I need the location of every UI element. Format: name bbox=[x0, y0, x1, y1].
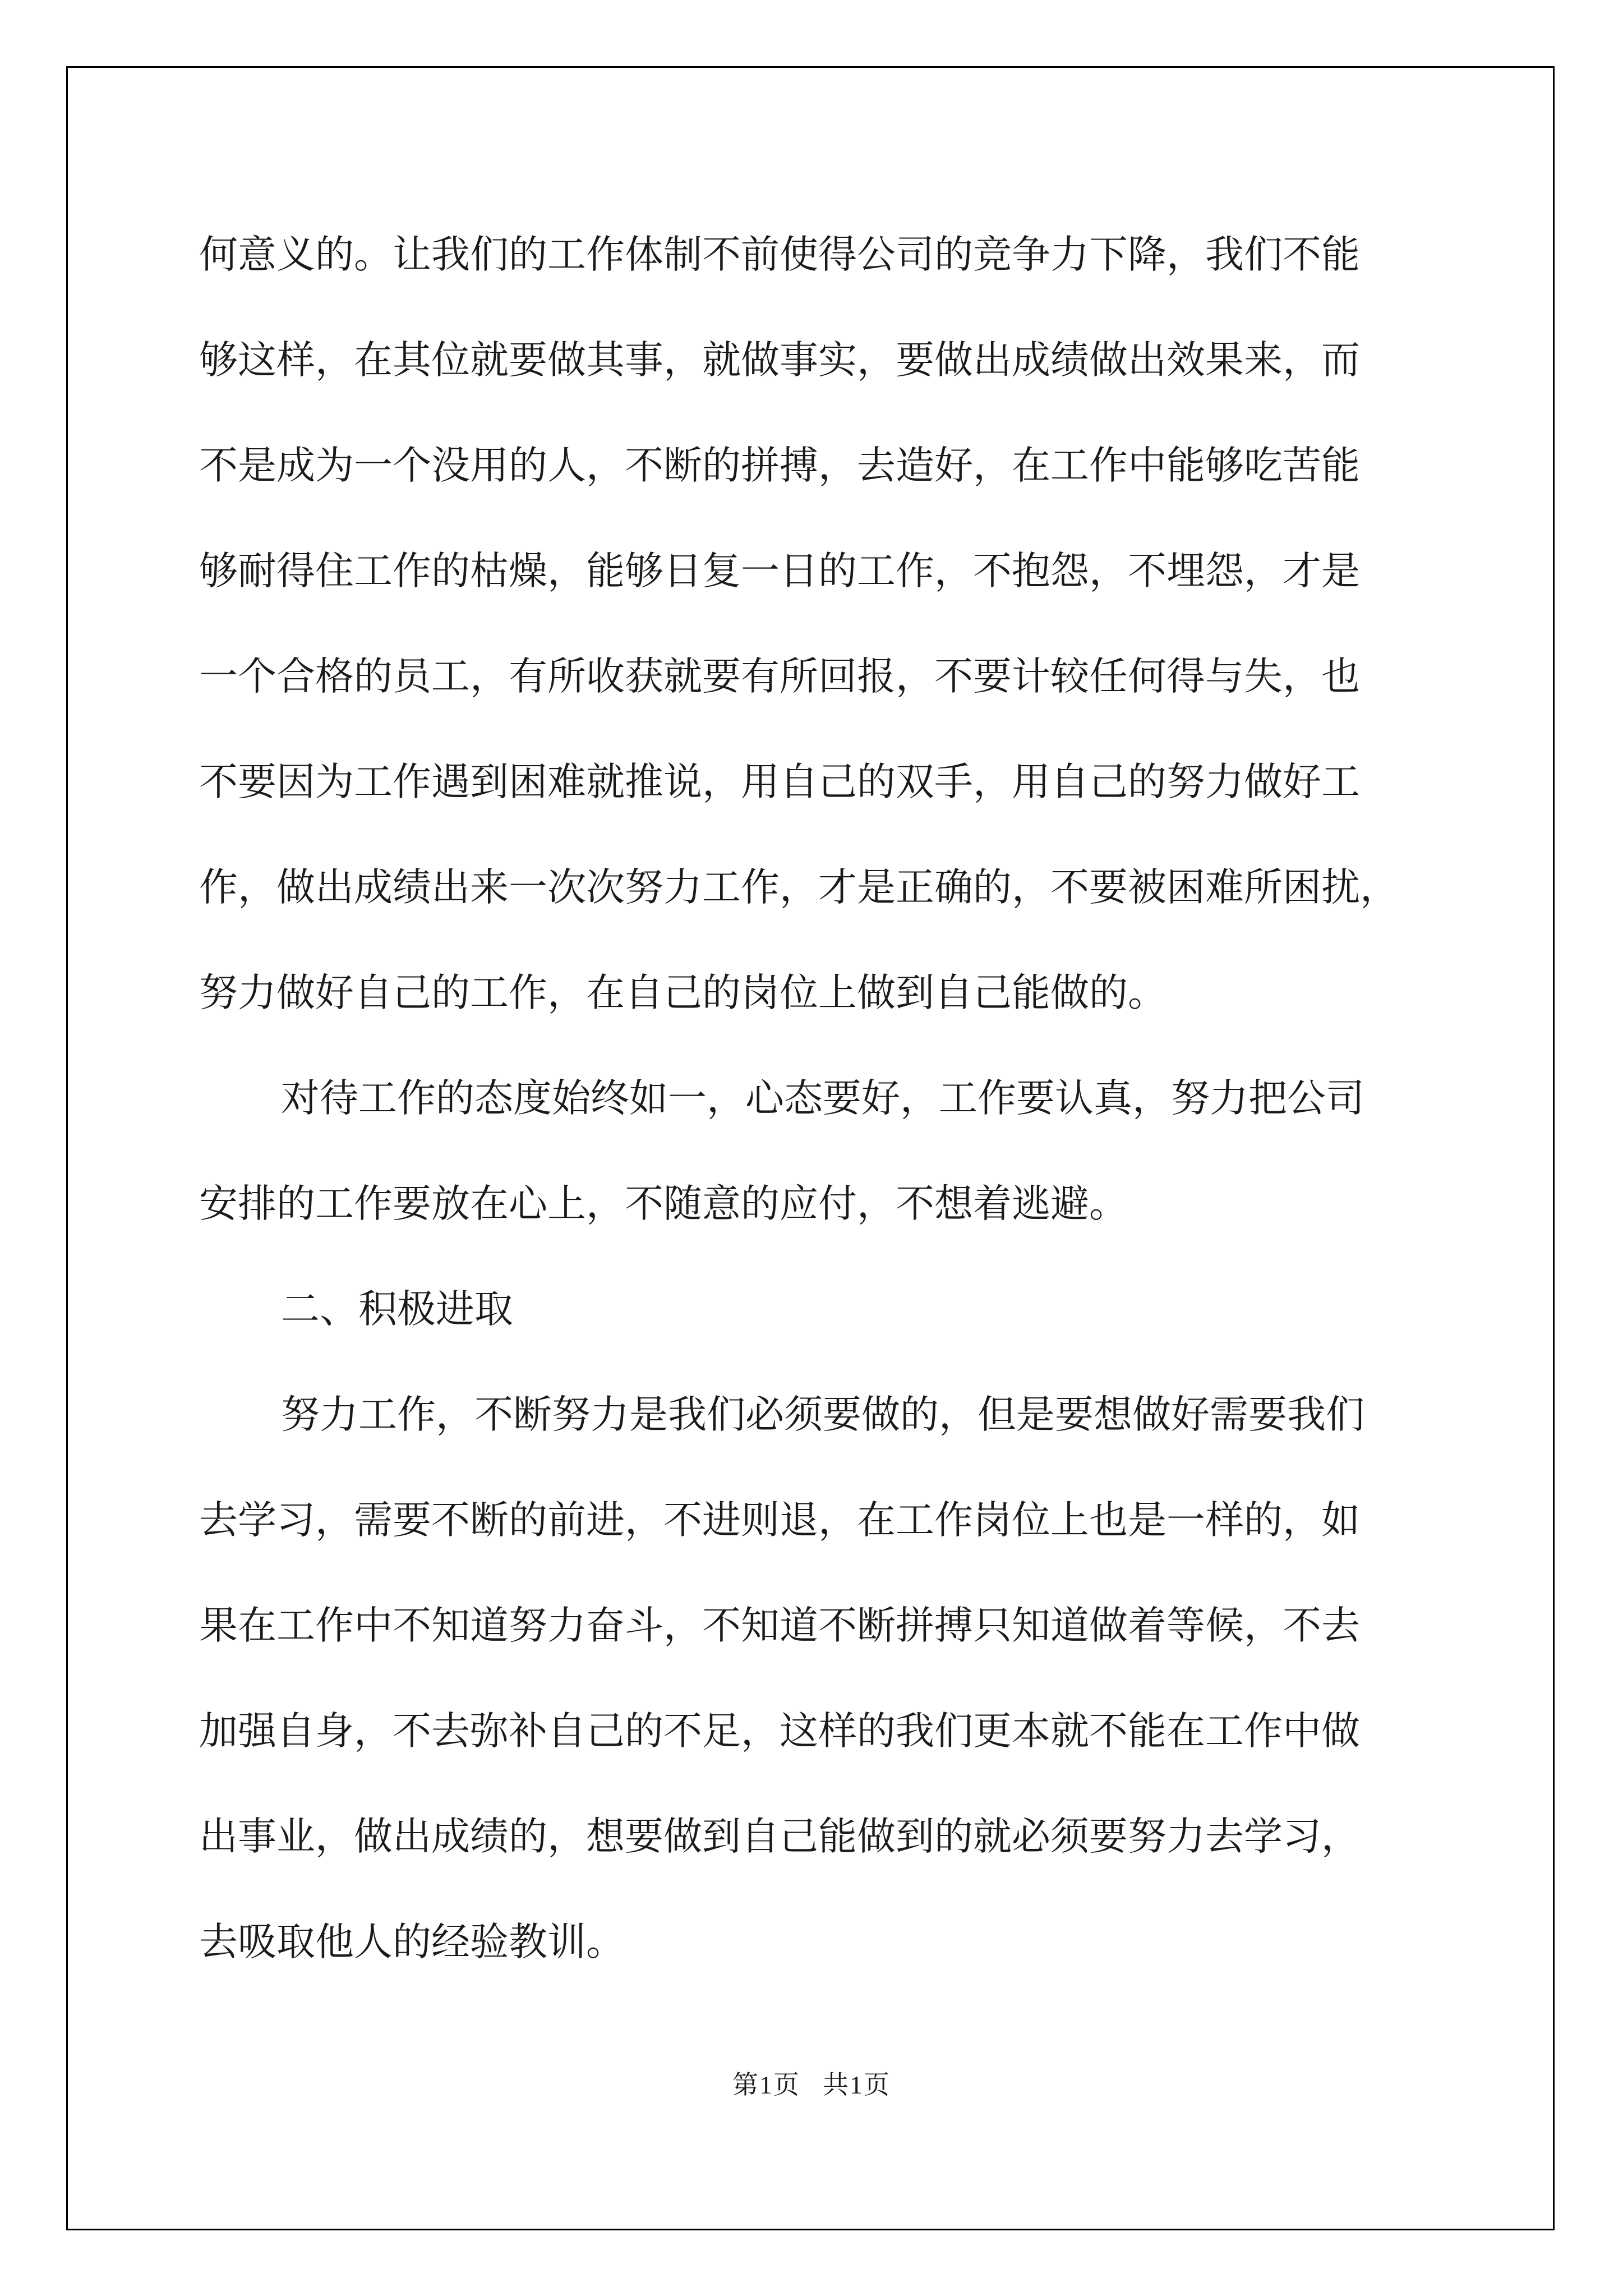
text-line: 果在工作中不知道努力奋斗，不知道不断拼搏只知道做着等候，不去 bbox=[199, 1603, 1360, 1648]
document-body bbox=[199, 202, 1433, 1995]
text-line: 够耐得住工作的枯燥，能够日复一日的工作，不抱怨，不埋怨，才是 bbox=[199, 549, 1360, 593]
page-footer bbox=[0, 2064, 1623, 2101]
page-total: 共1页 bbox=[823, 2070, 891, 2099]
section-heading: 二、积极进取 bbox=[281, 1287, 513, 1332]
text-line: 去吸取他人的经验教训。 bbox=[199, 1920, 625, 1964]
text-line: 何意义的。让我们的工作体制不前使得公司的竞争力下降，我们不能 bbox=[199, 232, 1360, 277]
paragraph-start-line: 努力工作，不断努力是我们必须要做的，但是要想做好需要我们 bbox=[281, 1392, 1364, 1437]
text-line: 去学习，需要不断的前进，不进则退，在工作岗位上也是一样的，如 bbox=[199, 1498, 1360, 1543]
text-line: 努力做好自己的工作，在自己的岗位上做到自己能做的。 bbox=[199, 970, 1166, 1015]
text-line: 够这样，在其位就要做其事，就做事实，要做出成绩做出效果来，而 bbox=[199, 338, 1360, 383]
text-line: 不要因为工作遇到困难就推说，用自己的双手，用自己的努力做好工 bbox=[199, 760, 1360, 804]
text-line: 作，做出成绩出来一次次努力工作，才是正确的，不要被困难所困扰， bbox=[199, 865, 1399, 910]
paragraph-start-line: 对待工作的态度始终如一，心态要好，工作要认真，努力把公司 bbox=[281, 1076, 1364, 1121]
text-line: 一个合格的员工，有所收获就要有所回报，不要计较任何得与失，也 bbox=[199, 654, 1360, 699]
text-line: 出事业，做出成绩的，想要做到自己能做到的就必须要努力去学习， bbox=[199, 1814, 1360, 1859]
text-line: 不是成为一个没用的人，不断的拼搏，去造好，在工作中能够吃苦能 bbox=[199, 443, 1360, 488]
page-number: 第1页 bbox=[732, 2070, 800, 2099]
text-line: 安排的工作要放在心上，不随意的应付，不想着逃避。 bbox=[199, 1181, 1128, 1226]
text-line: 加强自身，不去弥补自己的不足，这样的我们更本就不能在工作中做 bbox=[199, 1709, 1360, 1754]
